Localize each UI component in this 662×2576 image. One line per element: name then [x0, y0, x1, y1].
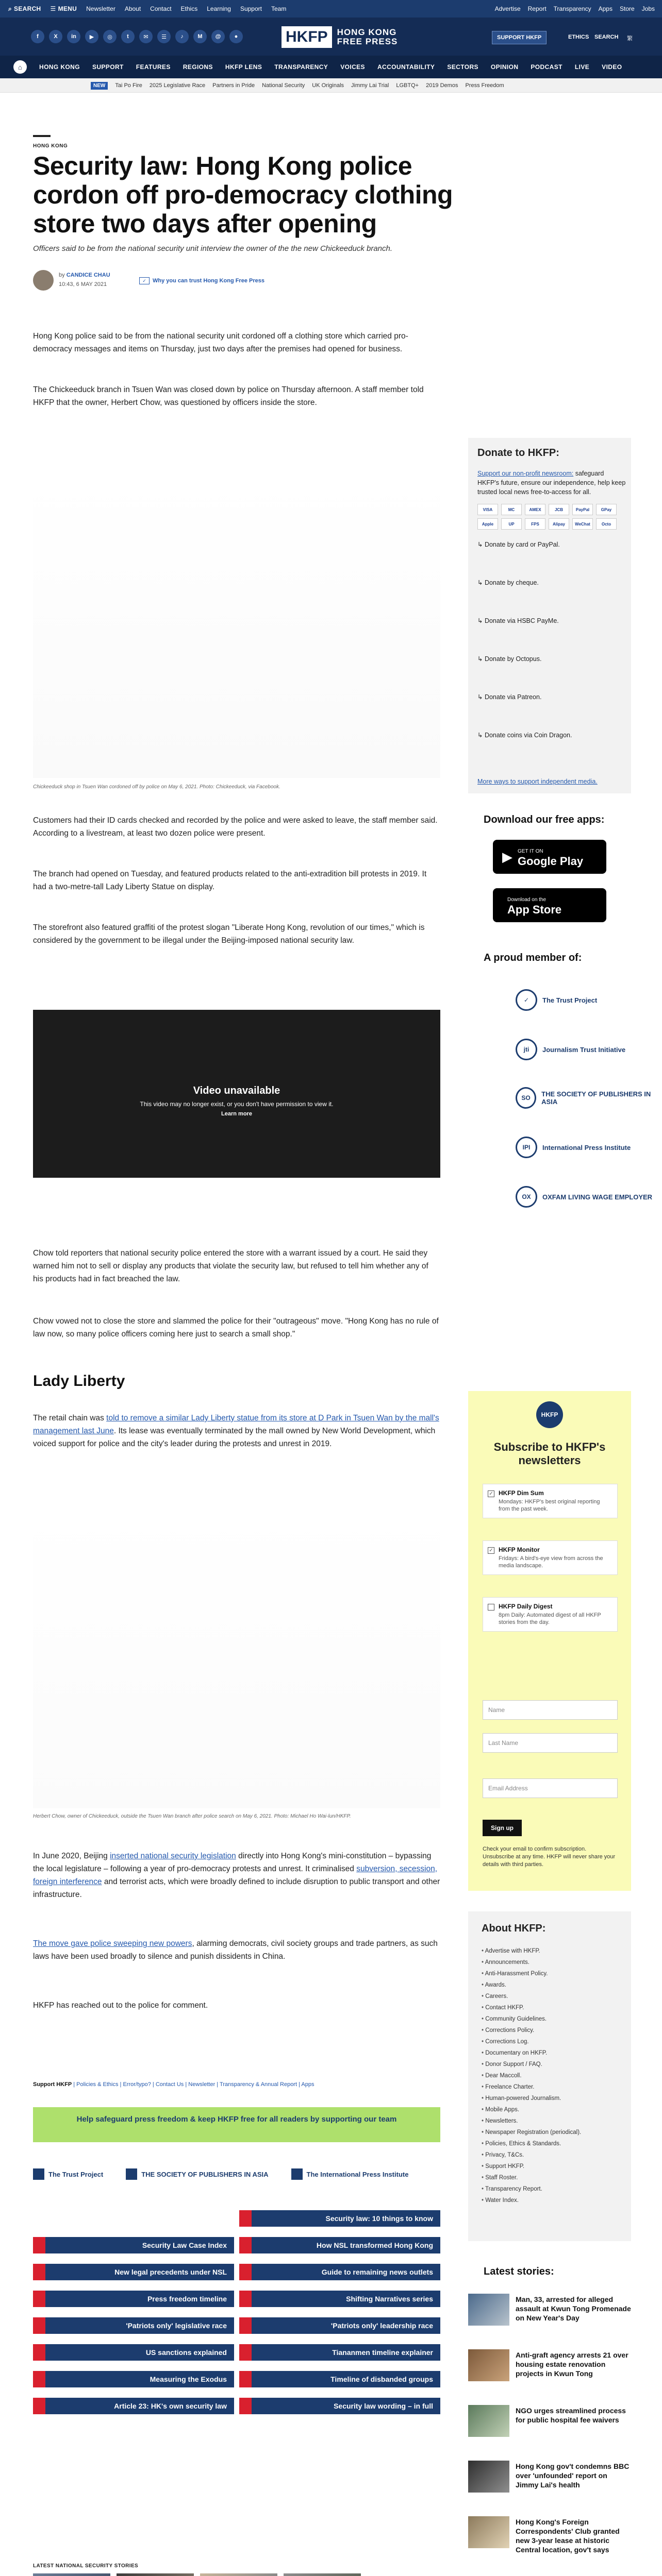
inline-link[interactable]: told to remove a similar Lady Liberty statue from its store at D Park in Tsuen Wan by the mall's management last June [33, 1414, 439, 1435]
nav-item[interactable]: VOICES [340, 63, 365, 71]
series-button[interactable]: Press freedom timeline [33, 2291, 234, 2307]
member-logo[interactable]: OX OXFAM LIVING WAGE EMPLOYER [516, 1186, 652, 1208]
youtube-icon[interactable]: ▶ [85, 30, 98, 43]
nav-item[interactable]: OPINION [490, 63, 519, 71]
social-links [31, 30, 243, 43]
footer-link[interactable]: Apps [301, 2081, 315, 2088]
apps-title: Download our free apps: [484, 814, 605, 825]
payment-icon: PayPal [572, 504, 593, 515]
search-icon: ⌕ [8, 5, 12, 12]
ethics-link[interactable]: ETHICS [568, 34, 589, 40]
article-paragraph: In June 2020, Beijing inserted national security legislation directly into Hong Kong's mini-constitution – bypassing the local legislature – following a year of pro-democracy protests and unrest. It criminalised subversion, secession, foreign interference and terrorist acts, which were broadly defined to include disruption to public transport and other infrastructure. [33, 1852, 440, 1899]
video-embed[interactable] [33, 1010, 440, 1178]
member-logo[interactable]: IPI International Press Institute [516, 1137, 631, 1158]
about-link[interactable]: • Policies, Ethics & Standards. [482, 2138, 621, 2149]
payment-icon: JCB [549, 504, 569, 515]
footer-link[interactable]: Contact Us [155, 2081, 184, 2088]
threads-icon[interactable]: @ [211, 30, 225, 43]
top-utility-bar [0, 0, 662, 18]
photo-caption: Herbert Chow, owner of Chickeeduck, outside the Tsuen Wan branch after police search on May 6, 2021. Photo: Michael Ho Wai-lun/HKFP. [33, 1814, 351, 1819]
nsl-story-card[interactable] [117, 2573, 194, 2576]
series-button[interactable]: How NSL transformed Hong Kong [239, 2237, 440, 2253]
series-button[interactable]: Security law: 10 things to know [239, 2210, 440, 2227]
more-ways-link[interactable]: More ways to support independent media. [477, 778, 598, 785]
publish-date: 10:43, 6 MAY 2021 [59, 281, 107, 287]
article-paragraph: The storefront also featured graffiti of the protest slogan "Liberate Hong Kong, revolution of our times," which is considered by the government to be illegal under the Beijing-imposed national security law. [33, 923, 425, 945]
about-link[interactable]: • Water Index. [482, 2195, 621, 2206]
about-link[interactable]: • Support HKFP. [482, 2161, 621, 2172]
about-hkfp [468, 1911, 631, 2241]
latest-title: Latest stories: [484, 2266, 554, 2277]
search-toggle[interactable]: ⌕ SEARCH [8, 5, 41, 12]
story-thumbnail [468, 2461, 509, 2493]
story-thumbnail [284, 2573, 361, 2576]
payment-icon: Octo [596, 518, 617, 530]
newsletter-option[interactable]: HKFP Daily Digest 8pm Daily: Automated digest of all HKFP stories from the day. [483, 1597, 618, 1632]
latest-story[interactable]: Hong Kong gov't condemns BBC over 'unfounded' report on Jimmy Lai's health [468, 2461, 631, 2513]
footer-link[interactable]: Newsletter [188, 2081, 216, 2088]
donate-option[interactable]: ↳ Donate by card or PayPal. [477, 540, 560, 548]
tag-link[interactable]: UK Originals [312, 82, 344, 89]
top-link[interactable]: Newsletter [86, 5, 115, 12]
nav-item[interactable]: SUPPORT [92, 63, 124, 71]
nav-item[interactable]: LIVE [574, 63, 590, 71]
linkedin-icon[interactable]: in [67, 30, 80, 43]
about-link[interactable]: • Mobile Apps. [482, 2104, 621, 2115]
sidebar-donate [468, 438, 631, 793]
tag-link[interactable]: LGBTQ+ [396, 82, 419, 89]
about-link[interactable]: • Corrections Log. [482, 2036, 621, 2047]
top-link[interactable]: Transparency [553, 5, 591, 12]
donate-option[interactable]: ↳ Donate via HSBC PayMe. [477, 617, 559, 624]
video-learn-more[interactable]: Learn more [221, 1111, 252, 1117]
bluesky-icon[interactable]: ● [229, 30, 243, 43]
article-paragraph: The Chickeeduck branch in Tsuen Wan was closed down by police on Thursday afternoon. A staff member told HKFP that the owner, Herbert Chow, was questioned by officers inside the store. [33, 385, 424, 407]
nav-item[interactable]: HONG KONG [39, 63, 80, 71]
email-field[interactable]: Email Address [483, 1778, 618, 1798]
new-badge: NEW [91, 82, 108, 90]
series-button[interactable]: US sanctions explained [33, 2344, 234, 2361]
top-link[interactable]: Team [271, 5, 287, 12]
article-paragraph: The branch had opened on Tuesday, and featured products related to the anti-extradition bill protests in 2019. It had a two-metre-tall Lady Liberty Statue on display. [33, 870, 427, 891]
search-link[interactable]: SEARCH [594, 34, 619, 40]
app-store-badge[interactable]: Download on the App Store [493, 888, 606, 922]
donate-option[interactable]: ↳ Donate by Octopus. [477, 655, 542, 663]
about-link[interactable]: • Careers. [482, 1991, 621, 2002]
article-paragraph: Hong Kong police said to be from the national security unit cordoned off a clothing store which carried pro-democracy messages and items on Thursday, just two days after the premises had opened for business. [33, 332, 408, 353]
series-button[interactable]: Timeline of disbanded groups [239, 2371, 440, 2387]
top-link[interactable]: Apps [598, 5, 613, 12]
series-button[interactable]: Measuring the Exodus [33, 2371, 234, 2387]
ipi-logo[interactable]: The International Press Institute [291, 2168, 409, 2180]
article-photo [33, 480, 440, 778]
newsletter-title: Subscribe to HKFP's newsletters [493, 1440, 606, 1467]
about-link[interactable]: • Staff Roster. [482, 2172, 621, 2183]
video-title: Video unavailable [193, 1085, 280, 1096]
about-link[interactable]: • Advertise with HKFP. [482, 1945, 621, 1957]
newsletter-logo: HKFP [536, 1401, 563, 1428]
nav-item[interactable]: REGIONS [183, 63, 213, 71]
newsletter-signup [468, 1391, 631, 1891]
latest-story[interactable]: NGO urges streamlined process for public hospital fee waivers [468, 2405, 631, 2458]
sopa-logo[interactable]: THE SOCIETY OF PUBLISHERS IN ASIA [126, 2168, 268, 2180]
story-thumbnail [200, 2573, 277, 2576]
hamburger-icon: ☰ [50, 5, 56, 12]
about-title: About HKFP: [482, 1923, 546, 1934]
series-button[interactable]: Guide to remaining news outlets [239, 2264, 440, 2280]
series-button[interactable]: 'Patriots only' legislative race [33, 2317, 234, 2334]
series-button[interactable]: Tiananmen timeline explainer [239, 2344, 440, 2361]
byline [33, 270, 487, 301]
series-button[interactable]: Shifting Narratives series [239, 2291, 440, 2307]
video-subtitle: This video may no longer exist, or you don't have permission to view it. [140, 1100, 334, 1108]
last-name-field[interactable]: Last Name [483, 1733, 618, 1753]
tag-link[interactable]: 2019 Demos [426, 82, 458, 89]
nav-item[interactable]: TRANSPARENCY [274, 63, 328, 71]
newsletter-note: Check your email to confirm subscription. Unsubscribe at any time. HKFP will never share your details with third parties. [483, 1846, 616, 1868]
about-link[interactable]: • Dear Maccoll. [482, 2070, 621, 2081]
inline-link[interactable]: subversion, secession, foreign interference [33, 1865, 438, 1886]
google-play-icon: ▶ [502, 849, 512, 865]
tag-link[interactable]: Partners in Pride [212, 82, 255, 89]
trust-link[interactable]: ✓ Why you can trust Hong Kong Free Press [139, 277, 264, 284]
donate-option[interactable]: ↳ Donate via Patreon. [477, 693, 542, 701]
author-avatar [33, 270, 54, 291]
checkbox[interactable] [488, 1604, 494, 1611]
payment-icon: FPS [525, 518, 545, 530]
google-play-badge[interactable]: ▶ GET IT ON Google Play [493, 840, 606, 874]
author-line: by CANDICE CHAU [59, 272, 110, 278]
payment-icon: GPay [596, 504, 617, 515]
author-link[interactable]: CANDICE CHAU [66, 272, 110, 278]
top-link[interactable]: Advertise [494, 5, 521, 12]
about-link[interactable]: • Newsletters. [482, 2115, 621, 2127]
photo-caption: Chickeeduck shop in Tsuen Wan cordoned off by police on May 6, 2021. Photo: Chickeeduck, via Facebook. [33, 784, 280, 790]
trust-project-logo[interactable]: The Trust Project [33, 2168, 103, 2180]
newsletter-option[interactable]: ✓ HKFP Monitor Fridays: A bird's-eye view from across the media landscape. [483, 1540, 618, 1575]
article-paragraph: Chow told reporters that national security police entered the store with a warrant issued by a court. He said they warned him not to sell or display any products that violate the security law, but refused to tell him whether any of his products had in fact breached the law. [33, 1249, 428, 1283]
article-paragraph: The move gave police sweeping new powers, alarming democrats, civil society groups and trade partners, as such laws have been used broadly to silence and punish dissidents in China. [33, 1939, 438, 1961]
payment-icon: MC [501, 504, 522, 515]
footer-link[interactable]: Error/typo? [123, 2081, 151, 2088]
language-switch[interactable]: 繁 [627, 36, 633, 42]
email-icon[interactable]: ✉ [139, 30, 153, 43]
tag-link[interactable]: Jimmy Lai Trial [351, 82, 389, 89]
nsl-story-card[interactable] [284, 2573, 361, 2576]
tag-link[interactable]: Tai Po Fire [115, 82, 142, 89]
about-link[interactable]: • Community Guidelines. [482, 2013, 621, 2025]
support-link[interactable]: Support HKFP [33, 2081, 72, 2088]
site-logo[interactable] [282, 24, 398, 50]
payment-icon: WeChat [572, 518, 593, 530]
facebook-icon[interactable]: f [31, 30, 44, 43]
payment-icon: VISA [477, 504, 498, 515]
series-button[interactable]: 'Patriots only' leadership race [239, 2317, 440, 2334]
article-paragraph: The retail chain was told to remove a similar Lady Liberty statue from its store at D Park in Tsuen Wan by the mall's management last June. Its lease was eventually terminated by the mall owned by New World Development, which voiced support for police and the city's leader during the protests and unrest in 2019. [33, 1414, 439, 1448]
top-link[interactable]: Jobs [641, 5, 655, 12]
about-link[interactable]: • Documentary on HKFP. [482, 2047, 621, 2059]
about-link[interactable]: • Anti-Harassment Policy. [482, 1968, 621, 1979]
payment-methods [477, 504, 627, 530]
tag-link[interactable]: National Security [262, 82, 305, 89]
nsl-story-card[interactable] [200, 2573, 277, 2576]
about-link[interactable]: • Privacy, T&Cs. [482, 2149, 621, 2161]
series-button[interactable]: Security Law Case Index [33, 2237, 234, 2253]
story-thumbnail [468, 2294, 509, 2326]
footer-link[interactable]: Transparency & Annual Report [220, 2081, 297, 2088]
story-thumbnail [117, 2573, 194, 2576]
brand-header [0, 18, 662, 56]
donate-option[interactable]: ↳ Donate by cheque. [477, 579, 539, 586]
about-link[interactable]: • Freelance Charter. [482, 2081, 621, 2093]
menu-toggle[interactable]: ☰ MENU [50, 5, 77, 12]
latest-story[interactable]: Man, 33, arrested for alleged assault at Kwun Tong Promenade on New Year's Day [468, 2294, 631, 2346]
member-logo[interactable]: ✓ The Trust Project [516, 989, 597, 1011]
logo-mark: HKFP [282, 26, 332, 48]
tag-link[interactable]: Press Freedom [465, 82, 504, 89]
article-paragraph: HKFP has reached out to the police for comment. [33, 2001, 208, 2010]
nav-item[interactable]: ACCOUNTABILITY [377, 63, 435, 71]
checkbox-checked[interactable]: ✓ [488, 1547, 494, 1554]
article-paragraph: Chow vowed not to close the store and slammed the police for their "outrageous" move. "Hong Kong has no rule of law now, so many police officers coming here just to search a small shop." [33, 1317, 439, 1338]
support-links: Support HKFP | Policies & Ethics | Error/typo? | Contact Us | Newsletter | Transparency & Annual Report | Apps [33, 2081, 315, 2088]
top-link[interactable]: Contact [150, 5, 172, 12]
series-button[interactable]: Article 23: HK's own security law [33, 2398, 234, 2414]
top-link[interactable]: Store [619, 5, 635, 12]
inline-link[interactable]: The move gave police sweeping new powers [33, 1939, 192, 1948]
about-link[interactable]: • Newspaper Registration (periodical). [482, 2127, 621, 2138]
inline-link[interactable]: inserted national security legislation [110, 1852, 236, 1860]
nav-item[interactable]: HKFP LENS [225, 63, 262, 71]
checkbox-checked[interactable]: ✓ [488, 1490, 494, 1497]
category-kicker[interactable]: HONG KONG [33, 143, 68, 149]
series-button[interactable]: New legal precedents under NSL [33, 2264, 234, 2280]
top-link[interactable]: Support [240, 5, 262, 12]
article-paragraph: Customers had their ID cards checked and recorded by the police and were asked to leave, the staff member said. According to a livestream, at least two dozen police were present. [33, 816, 438, 838]
trust-icon: ✓ [139, 277, 150, 284]
about-link[interactable]: • Announcements. [482, 1957, 621, 1968]
tiktok-icon[interactable]: ♪ [175, 30, 189, 43]
top-link[interactable]: Report [527, 5, 547, 12]
tag-link[interactable]: 2025 Legislative Race [149, 82, 206, 89]
nsl-heading: LATEST NATIONAL SECURITY STORIES [33, 2563, 139, 2569]
about-link[interactable]: • Human-powered Journalism. [482, 2093, 621, 2104]
proud-member-title: A proud member of: [484, 952, 582, 963]
payment-icon: AMEX [525, 504, 545, 515]
donate-intro: Support our non-profit newsroom: safeguard HKFP's future, ensure our independence, help keep trusted local news free-to-access for all. [477, 470, 626, 496]
about-link[interactable]: • Contact HKFP. [482, 2002, 621, 2013]
story-thumbnail [468, 2405, 509, 2437]
story-thumbnail [468, 2349, 509, 2381]
support-callout[interactable]: Help safeguard press freedom & keep HKFP free for all readers by supporting our team [33, 2107, 440, 2142]
section-heading: Lady Liberty [33, 1372, 125, 1389]
top-link[interactable]: About [124, 5, 141, 12]
instagram-icon[interactable]: ◎ [103, 30, 117, 43]
donate-intro-link[interactable]: Support our non-profit newsroom: [477, 470, 574, 477]
nav-item[interactable]: SECTORS [447, 63, 478, 71]
about-link[interactable]: • Corrections Policy. [482, 2025, 621, 2036]
kicker-rule [33, 135, 51, 137]
article-dek: Officers said to be from the national security unit interview the owner of the the new Chickeeduck branch. [33, 244, 393, 253]
main-nav [0, 56, 662, 78]
member-logo[interactable]: jti Journalism Trust Initiative [516, 1039, 625, 1060]
nav-item[interactable]: FEATURES [136, 63, 171, 71]
nav-item[interactable]: VIDEO [602, 63, 622, 71]
newsletter-option[interactable]: ✓ HKFP Dim Sum Mondays: HKFP's best original reporting from the past week. [483, 1484, 618, 1518]
series-button[interactable]: Security law wording – in full [239, 2398, 440, 2414]
rss-icon[interactable]: ☰ [157, 30, 171, 43]
telegram-icon[interactable]: t [121, 30, 135, 43]
article-photo [33, 1510, 440, 1808]
top-link[interactable]: Learning [207, 5, 231, 12]
payment-icon: Apple [477, 518, 498, 530]
article-headline: Security law: Hong Kong police cordon off pro-democracy clothing store two days after opening [33, 151, 453, 238]
partner-logos [33, 2159, 440, 2190]
donate-option[interactable]: ↳ Donate coins via Coin Dragon. [477, 731, 572, 739]
payment-icon: UP [501, 518, 522, 530]
logo-text: HONG KONG FREE PRESS [337, 27, 398, 46]
latest-story[interactable]: Hong Kong's Foreign Correspondents' Club granted new 3-year lease at historic Central location, gov't says [468, 2516, 631, 2569]
support-hkfp-button[interactable]: SUPPORT HKFP [492, 31, 547, 44]
about-link[interactable]: • Awards. [482, 1979, 621, 1991]
about-link[interactable]: • Transparency Report. [482, 2183, 621, 2195]
about-link[interactable]: • Donor Support / FAQ. [482, 2059, 621, 2070]
name-field[interactable]: Name [483, 1700, 618, 1720]
trending-tags [0, 78, 662, 93]
footer-link[interactable]: Policies & Ethics [76, 2081, 119, 2088]
donate-title: Donate to HKFP: [477, 447, 559, 459]
x-icon[interactable]: X [49, 30, 62, 43]
subscribe-button[interactable]: Sign up [483, 1820, 522, 1836]
top-link[interactable]: Ethics [180, 5, 198, 12]
home-icon[interactable]: ⌂ [13, 60, 27, 74]
story-thumbnail [468, 2516, 509, 2548]
mastodon-icon[interactable]: M [193, 30, 207, 43]
member-logo[interactable]: SO THE SOCIETY OF PUBLISHERS IN ASIA [516, 1087, 662, 1109]
story-thumbnail [33, 2573, 110, 2576]
donate-options [477, 536, 627, 743]
payment-icon: Alipay [549, 518, 569, 530]
nav-item[interactable]: PODCAST [531, 63, 562, 71]
latest-story[interactable]: Anti-graft agency arrests 21 over housing estate renovation projects in Kwun Tong [468, 2349, 631, 2402]
about-list [482, 1945, 621, 2206]
nsl-story-card[interactable] [33, 2573, 110, 2576]
